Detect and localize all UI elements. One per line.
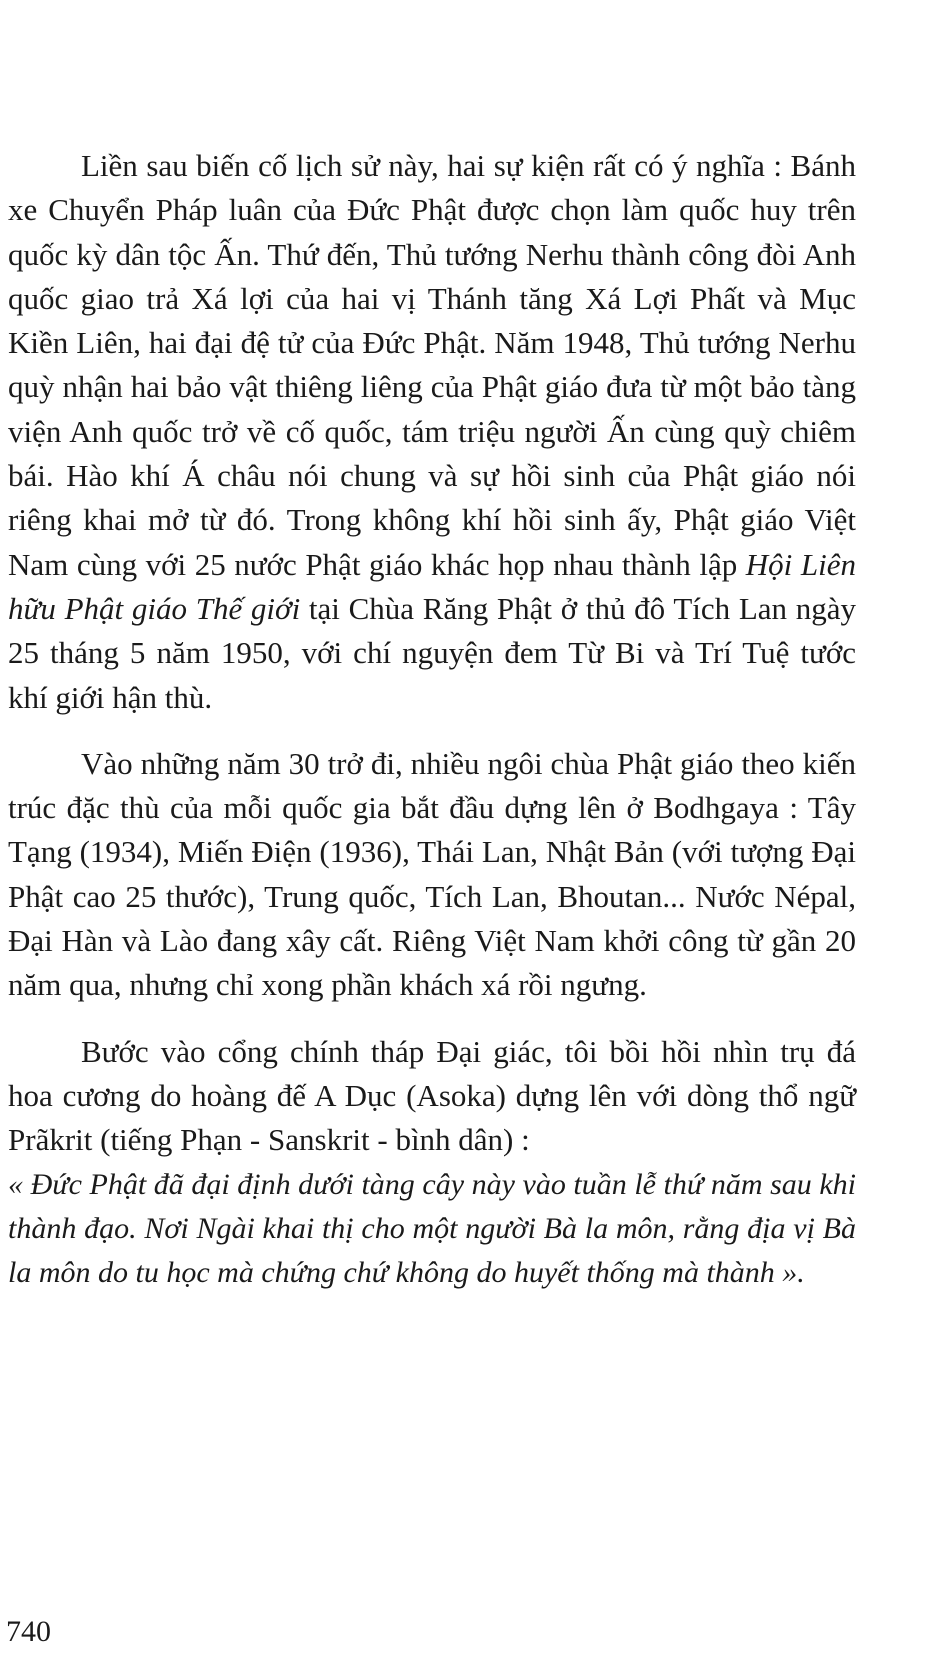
paragraph-1-text: Liền sau biến cố lịch sử này, hai sự kiện rất có ý nghĩa : Bánh xe Chuyển Pháp luân của Đức Phật được chọn làm quốc huy trên quốc kỳ dân tộc Ấn. Thứ đến, Thủ tướng Nerhu thành công đòi Anh quốc giao trả Xá lợi của hai vị Thánh tăng Xá Lợi Phất và Mục Kiền Liên, hai đại đệ tử của Đức Phật. Năm 1948, Thủ tướng Nerhu quỳ nhận hai bảo vật thiêng liêng của Phật giáo đưa từ một bảo tàng viện Anh quốc trở về cố quốc, tám triệu người Ấn cùng quỳ chiêm bái. Hào khí Á châu nói chung và sự hồi sinh của Phật giáo nói riêng khai mở từ đó. Trong không khí hồi sinh ấy, Phật giáo Việt Nam cùng với 25 nước Phật giáo khác họp nhau thành lập (8, 148, 856, 582)
paragraph-3 (8, 1030, 856, 1296)
paragraph-2 (8, 742, 856, 1008)
page-number: 740 (6, 1615, 51, 1648)
page-body (8, 144, 856, 1317)
paragraph-3-text: Bước vào cổng chính tháp Đại giác, tôi bồi hồi nhìn trụ đá hoa cương do hoàng đế A Dục (Asoka) dựng lên với dòng thổ ngữ Prãkrit (tiếng Phạn - Sanskrit - bình dân) : (8, 1033, 856, 1158)
paragraph-1-italic-title: Hội Liên hữu Phật giáo Thế giới (8, 546, 856, 626)
paragraph-1-text-end: tại Chùa Răng Phật ở thủ đô Tích Lan ngày 25 tháng 5 năm 1950, với chí nguyện đem Từ Bi và Trí Tuệ tước khí giới hận thù. (8, 590, 857, 715)
paragraph-2-text: Vào những năm 30 trở đi, nhiều ngôi chùa Phật giáo theo kiến trúc đặc thù của mỗi quốc gia bắt đầu dựng lên ở Bodhgaya : Tây Tạng (1934), Miến Điện (1936), Thái Lan, Nhật Bản (với tượng Đại Phật cao 25 thước), Trung quốc, Tích Lan, Bhoutan... Nước Népal, Đại Hàn và Lào đang xây cất. Riêng Việt Nam khởi công từ gần 20 năm qua, nhưng chỉ xong phần khách xá rồi ngưng. (8, 745, 856, 1003)
paragraph-1 (8, 144, 856, 720)
inscription-quote: « Đức Phật đã đại định dưới tàng cây này vào tuần lễ thứ năm sau khi thành đạo. Nơi Ngài khai thị cho một người Bà la môn, rằng địa vị Bà la môn do tu học mà chứng chứ không do huyết thống mà thành ». (8, 1167, 856, 1290)
